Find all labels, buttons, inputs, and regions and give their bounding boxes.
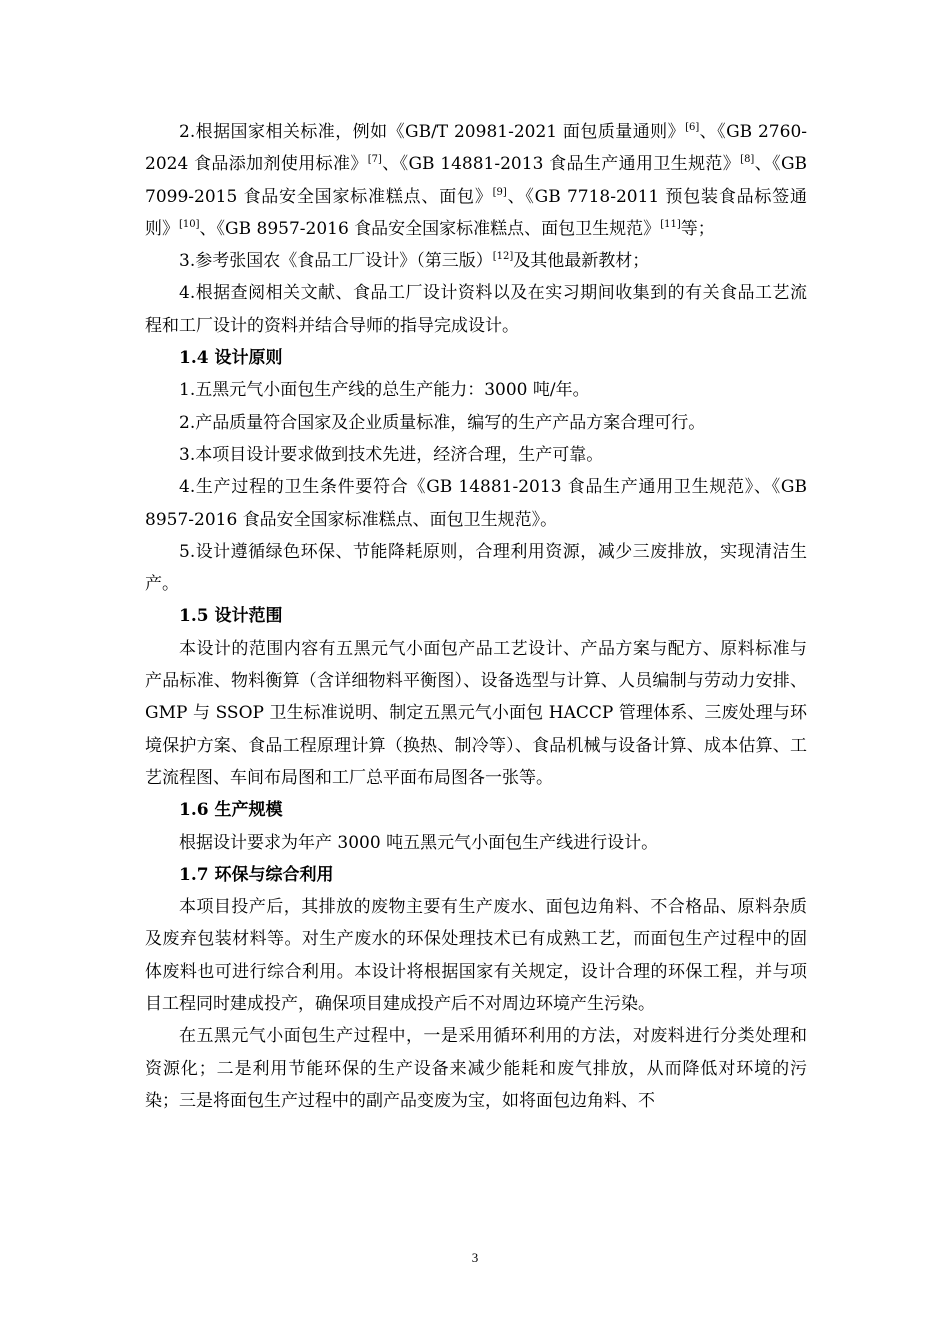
section-text-1-5: 本设计的范围内容有五黑元气小面包产品工艺设计、产品方案与配方、原料标准与产品标准、物料衡算（含详细物料平衡图）、设备选型与计算、人员编制与劳动力安排、GMP 与 SSOP 卫生标准说明、制定五黑元气小面包 HACCP 管理体系、三废处理与环境保护方案、食品工程原理计算（换热、制冷等）、食品机械与设备计算、成本估算、工艺流程图、车间布局图和工厂总平面布局图各一张等。 — [145, 638, 807, 788]
citation-ref: [7] — [367, 154, 382, 166]
citation-ref: [11] — [660, 218, 681, 230]
section-text-1-7-a: 本项目投产后，其排放的废物主要有生产废水、面包边角料、不合格品、原料杂质及废弃包装材料等。对生产废水的环保处理技术已有成熟工艺，而面包生产过程中的固体废料也可进行综合利用。本设计将根据国家有关规定，设计合理的环保工程，并与项目工程同时建成投产，确保项目建成投产后不对周边环境产生污染。 — [145, 897, 807, 1015]
section-heading-1-7: 1.7 环保与综合利用 — [179, 864, 334, 885]
citation-ref: [6] — [685, 122, 700, 133]
paragraph-literature: 4.根据查阅相关文献、食品工厂设计资料以及在实习期间收集到的有关食品工艺流程和工厂设计的资料并结合导师的指导完成设计。 — [145, 283, 807, 336]
section-heading-1-5: 1.5 设计范围 — [179, 606, 283, 627]
text-run: 、《GB 7099-2015 食品安全国家标准糕点、面包》 — [145, 154, 808, 207]
text-run: 等； — [680, 218, 715, 239]
section-heading-1-4: 1.4 设计原则 — [179, 348, 283, 369]
section-heading-1-6: 1.6 生产规模 — [179, 800, 283, 821]
citation-ref: [8] — [740, 154, 755, 166]
principle-item: 5.设计遵循绿色环保、节能降耗原则，合理利用资源，减少三废排放，实现清洁生产。 — [145, 541, 807, 595]
text-run: 、《GB 7718-2011 预包装食品标签通则》 — [145, 186, 807, 239]
principle-item: 1.五黑元气小面包生产线的总生产能力：3000 吨/年。 — [179, 380, 590, 401]
paragraph-standards — [145, 116, 807, 245]
page-number: 3 — [471, 1250, 479, 1265]
section-text-1-7-b: 在五黑元气小面包生产过程中，一是采用循环利用的方法，对废料进行分类处理和资源化；二是利用节能环保的生产设备来减少能耗和废气排放，从而降低对环境的污染；三是将面包生产过程中的副产品变废为宝，如将面包边角料、不 — [145, 1026, 807, 1111]
principle-item: 4.生产过程的卫生条件要符合《GB 14881-2013 食品生产通用卫生规范》、《GB 8957-2016 食品安全国家标准糕点、面包卫生规范》。 — [145, 477, 807, 530]
section-text-1-6: 根据设计要求为年产 3000 吨五黑元气小面包生产线进行设计。 — [179, 832, 659, 853]
citation-ref: [9] — [492, 186, 507, 198]
citation-ref: [10] — [179, 218, 200, 230]
text-run: 、《GB 14881-2013 食品生产通用卫生规范》 — [381, 154, 741, 175]
principle-item: 2.产品质量符合国家及企业质量标准，编写的生产产品方案合理可行。 — [179, 412, 706, 433]
citation-ref: [12] — [492, 251, 514, 263]
text-run: 3.参考张国农《食品工厂设计》（第三版） — [179, 251, 493, 272]
paragraph-textbook — [145, 245, 807, 277]
text-run: 、《GB 2760-2024 食品添加剂使用标准》 — [145, 122, 807, 175]
principle-item: 3.本项目设计要求做到技术先进，经济合理，生产可靠。 — [179, 444, 604, 465]
page-body — [145, 116, 807, 1117]
text-run: 及其他最新教材； — [513, 251, 650, 272]
text-run: 、《GB 8957-2016 食品安全国家标准糕点、面包卫生规范》 — [199, 218, 661, 239]
text-run: 2.根据国家相关标准，例如《GB/T 20981-2021 面包质量通则》 — [179, 122, 686, 142]
